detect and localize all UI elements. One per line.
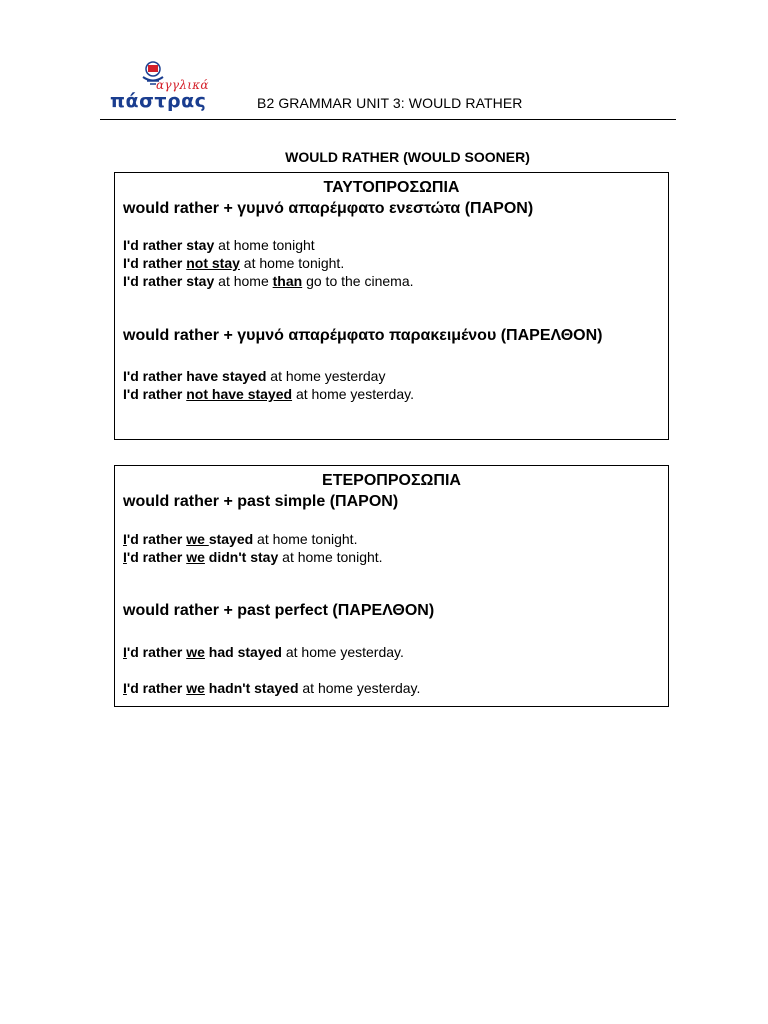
example-bold: I'd rather stay: [123, 273, 215, 289]
example-text: at home yesterday.: [292, 386, 414, 402]
example-line: [123, 237, 315, 253]
logo-subtitle: αγγλικά: [156, 78, 209, 92]
example-line: [123, 386, 414, 402]
example-bold: 'd rather: [126, 680, 187, 696]
example-line: [123, 680, 420, 696]
example-bold: didn't stay: [204, 549, 279, 565]
example-text: at home tonight.: [239, 255, 345, 271]
document-title: B2 GRAMMAR UNIT 3: WOULD RATHER: [257, 95, 523, 111]
box-title: ΕΤΕΡΟΠΡΟΣΩΠΙΑ: [322, 472, 461, 489]
same-subject-box: [114, 172, 669, 440]
example-underlined: not stay: [186, 255, 240, 271]
page-header: [100, 58, 676, 120]
example-bold: 'd rather: [126, 531, 187, 547]
example-text: at home: [214, 273, 273, 289]
example-line: [123, 644, 404, 660]
example-bold: hadn't stayed: [204, 680, 299, 696]
rule-present: would rather + past simple (ΠΑΡΟΝ): [123, 493, 399, 510]
example-text: at home yesterday.: [281, 644, 404, 660]
example-text: at home tonight.: [253, 531, 358, 547]
example-bold: had stayed: [204, 644, 282, 660]
example-bold: I'd rather: [123, 255, 187, 271]
example-line: [123, 531, 357, 547]
example-line: [123, 255, 344, 271]
example-underlined: not have stayed: [186, 386, 293, 402]
example-underlined: we: [186, 680, 205, 696]
example-bold: 'd rather: [126, 549, 187, 565]
rule-present: would rather + γυμνό απαρέμφατο ενεστώτα (ΠΑΡΟΝ): [123, 200, 534, 217]
box-title: ΤΑΥΤΟΠΡΟΣΩΠΙΑ: [323, 179, 460, 196]
example-underlined: we: [186, 531, 209, 547]
logo-wordmark: πάστρας: [110, 90, 207, 112]
different-subject-box: [114, 465, 669, 707]
example-underlined: I: [123, 531, 127, 547]
example-text: at home tonight: [214, 237, 315, 253]
example-bold: 'd rather: [126, 644, 187, 660]
section-heading: WOULD RATHER (WOULD SOONER): [285, 149, 530, 165]
example-text: at home tonight.: [278, 549, 383, 565]
example-text: go to the cinema.: [302, 273, 414, 289]
example-underlined: I: [123, 644, 127, 660]
rule-past: would rather + γυμνό απαρέμφατο παρακειμένου (ΠΑΡΕΛΘΟΝ): [123, 327, 603, 344]
brand-logo: [110, 60, 209, 112]
rule-past: would rather + past perfect (ΠΑΡΕΛΘΟΝ): [123, 602, 435, 619]
example-bold: stayed: [208, 531, 254, 547]
example-bold: I'd rather: [123, 386, 187, 402]
example-bold: I'd rather have stayed: [123, 368, 267, 384]
example-line: [123, 549, 383, 565]
example-underlined: we: [186, 549, 205, 565]
example-bold: I'd rather stay: [123, 237, 215, 253]
example-text: at home yesterday: [266, 368, 386, 384]
example-underlined: I: [123, 549, 127, 565]
example-underlined: we: [186, 644, 205, 660]
example-line: [123, 368, 385, 384]
example-text: at home yesterday.: [298, 680, 421, 696]
example-underlined: than: [272, 273, 303, 289]
example-underlined: I: [123, 680, 127, 696]
example-line: [123, 273, 414, 289]
